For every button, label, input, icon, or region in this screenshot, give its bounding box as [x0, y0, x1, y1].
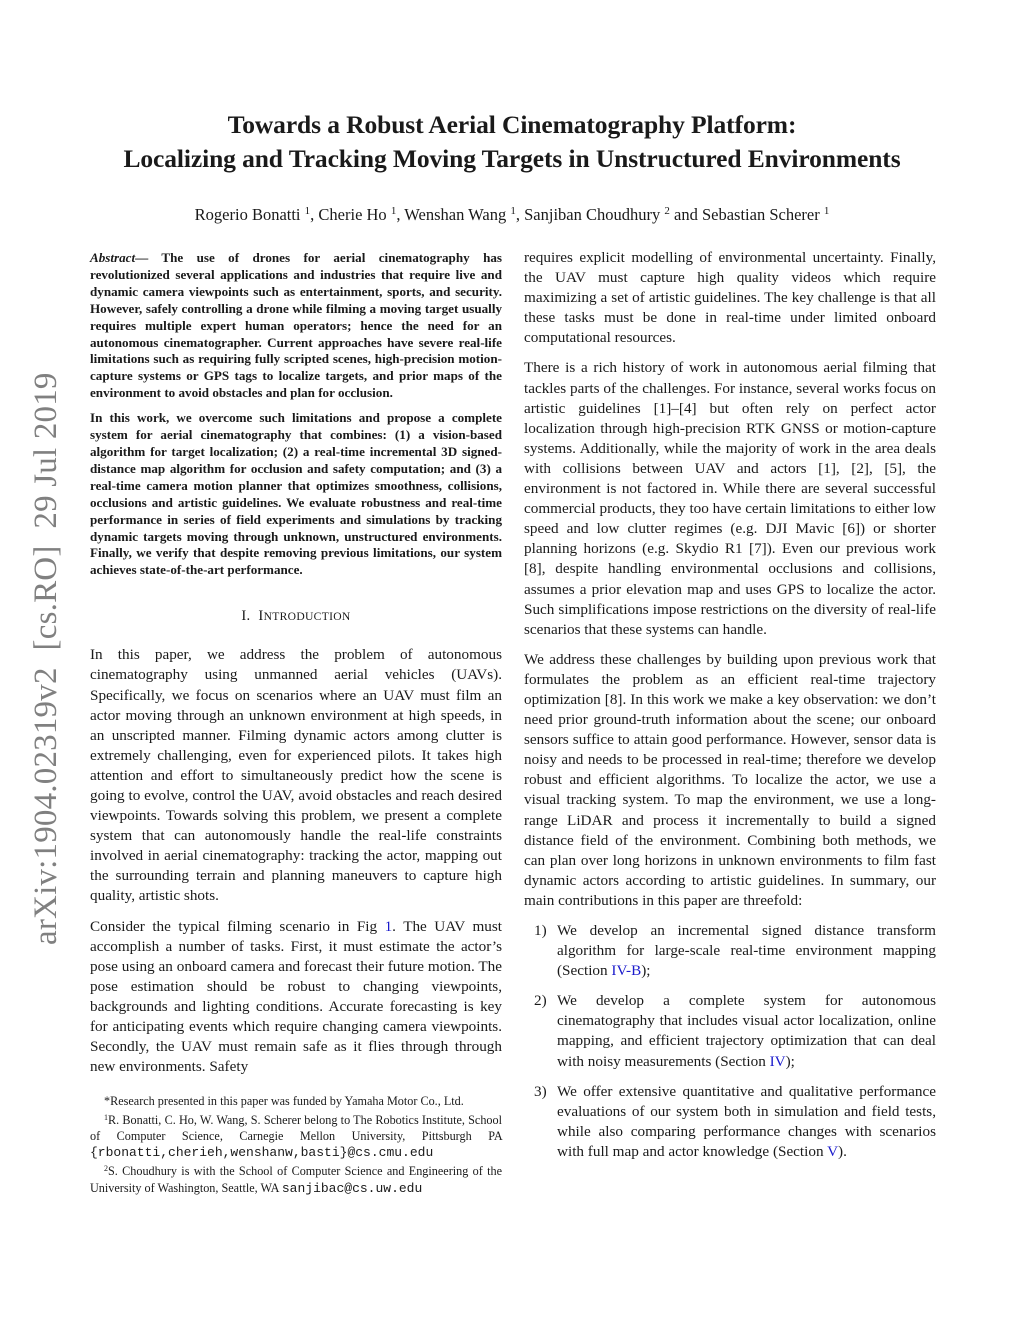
footnote-funding: *Research presented in this paper was funded by Yamaha Motor Co., Ltd.: [104, 1094, 464, 1109]
title-line-2: Localizing and Tracking Moving Targets in Unstructured Environments: [123, 144, 901, 173]
abstract-paragraph-1: Abstract— The use of drones for aerial cinematography has revolutionized several applications and industries that require live and dynamic camera viewpoints such as entertainment, sports, and security. However, safely controlling a drone while filming a moving target usually requires multiple expert human operators; hence the need for an autonomous cinematographer. Current approaches have severe real-life limitations such as requiring fully scripted scenes, high-precision motion-capture systems or GPS tags to localize targets, and prior maps of the environment to avoid obstacles and plan for occlusion.: [90, 250, 502, 401]
paper-title: [60, 108, 964, 176]
footnotes: [90, 1093, 502, 1197]
title-line-1: Towards a Robust Aerial Cinematography Platform:: [227, 110, 797, 139]
author-list: [60, 200, 964, 226]
affiliation-mark: 1: [510, 205, 516, 217]
affiliation-mark: 1: [304, 205, 311, 217]
affiliation-mark: 1: [390, 205, 397, 217]
body-paragraph-2: There is a rich history of work in autonomous aerial filming that tackles parts of the challenges. For instance, several works focus on artistic guidelines [1]–[4] but often rely on perfect actor localization through high-precision RTK GNSS or motion-capture systems. Additionally, while the majority of work in the area deals with collisions between UAV and actors [1], [2], [5], the environment is not factored in. While there are several successful commercial products, they too have certain limitations to either low speed and low clutter regimes (e.g. DJI Mavic [6]) or shorter planning horizons (e.g. Skydio R1 [7]). Even our previous work [8], despite handling environmental occlusions and collisions, assumes a prior elevation map and uses GPS to localize the actor. Such simplifications impose restrictions on the diversity of real-life scenarios that these systems can handle.: [524, 359, 936, 638]
contributions-list: [524, 921, 936, 1162]
left-column: [90, 250, 502, 1197]
author: Wenshan Wang $^1$,: [404, 205, 525, 224]
abstract-paragraph-2: In this work, we overcome such limitations and propose a complete system for aerial cinematography that combines: (1) a vision-based algorithm for target localization; (2) a real-time incremental 3D signed-distance map algorithm for occlusion and safety computation; and (3) a real-time camera motion planner that optimizes smoothness, collisions, occlusions and artistic guidelines. We evaluate robustness and real-time performance in series of field experiments and simulations by tracking dynamic targets moving through unknown, unstructured environments. Finally, we verify that despite removing previous limitations, our system achieves state-of-the-art performance.: [90, 410, 502, 578]
affiliation-mark: 1: [823, 205, 830, 217]
body-paragraph-1: requires explicit modelling of environmental uncertainty. Finally, the UAV must capture high quality videos which require maximizing a set of artistic guidelines. The key challenge is that all these tasks must be done in real-time under limited onboard computational resources.: [524, 249, 936, 347]
footnote-1: $^1$R. Bonatti, C. Ho, W. Wang, S. Scherer belong to The Robotics Institute, School of Computer Science, Carnegie Mellon University, Pittsburgh PA {rbonatti,cherieh,wenshanw,basti}@cs.cmu.edu: [90, 1112, 502, 1161]
figure-1-link[interactable]: 1: [384, 917, 393, 935]
affiliation-mark: 2: [664, 205, 670, 217]
section-heading-introduction: I. INTRODUCTION: [241, 608, 351, 625]
contribution-item: 1) We develop an incremental signed distance transform algorithm for large-scale real-time environment mapping (Section IV-B);: [534, 922, 936, 980]
intro-paragraph-1: In this paper, we address the problem of autonomous cinematography using unmanned aerial vehicles (UAVs). Specifically, we focus on scenarios where an UAV must film an actor moving through an unknown environment at high speeds, in an unscripted manner. Filming dynamic actors among clutter is extremely challenging, even for experienced pilots. It takes high attention and effort to simultaneously predict how the scene is going to evolve, control the UAV, avoid obstacles and reach desired viewpoints. Towards solving this problem, we present a complete system that can autonomously handle the real-life constraints involved in aerial cinematography: tracking the actor, mapping out the surrounding terrain and planning maneuvers to capture high quality, artistic shots.: [90, 646, 502, 905]
contribution-item: 3) We offer extensive quantitative and qualitative performance evaluations of our system both in simulation and field tests, while also comparing performance changes with scenarios with full map and actor knowledge (Section V).: [534, 1082, 936, 1160]
footnote-2: $^2$S. Choudhury is with the School of Computer Science and Engineering of the University of Washington, Seattle, WA sanjibac@cs.uw.edu: [90, 1164, 502, 1196]
uw-email: sanjibac@cs.uw.edu: [281, 1180, 423, 1196]
author: Sanjiban Choudhury $^2$ and: [524, 205, 702, 224]
author: Cherie Ho $^1$,: [318, 205, 405, 224]
section-v-link[interactable]: V: [827, 1142, 839, 1160]
section-iv-link[interactable]: IV: [769, 1052, 786, 1070]
author: Rogerio Bonatti $^1$,: [194, 205, 319, 224]
contribution-item: 2) We develop a complete system for autonomous cinematography that includes visual actor localization, online mapping, and efficient trajectory optimization that can deal with noisy measurements (Section IV);: [534, 992, 936, 1070]
right-column: [524, 248, 936, 1172]
author: Sebastian Scherer $^1$: [701, 205, 830, 224]
section-iv-b-link[interactable]: IV-B: [611, 962, 642, 980]
cmu-emails: {rbonatti,cherieh,wenshanw,basti}@cs.cmu.edu: [90, 1145, 434, 1161]
arxiv-stamp: arXiv:1904.02319v2 [cs.RO] 29 Jul 2019: [28, 372, 64, 945]
intro-paragraph-2: Consider the typical filming scenario in Fig 1. The UAV must accomplish a number of tasks. First, it must estimate the actor’s pose using an onboard camera and forecast their future motion. The pose estimation should be robust to changing viewpoints, backgrounds and lighting conditions. Accurate forecasting is key for anticipating events which require changing camera viewpoints. Secondly, the UAV must remain safe as it flies through through new environments. Safety: [90, 917, 502, 1076]
body-paragraph-3: We address these challenges by building upon previous work that formulates the problem as an efficient real-time trajectory optimization [8]. In this work we make a key observation: we don’t need prior ground-truth information about the scene; our onboard sensors suffice to attain good performance. However, sensor data is noisy and needs to be processed in real-time; therefore we develop robust and efficient algorithms. To localize the actor, we use a visual tracking system. To map the environment, we use a long-range LiDAR and process it incrementally to build a signed distance field of the environment. Combining both methods, we can plan over long horizons in unknown environments to film fast dynamic actors according to artistic guidelines. In summary, our main contributions in this paper are threefold:: [524, 650, 936, 909]
abstract-label: Abstract: [90, 250, 136, 265]
